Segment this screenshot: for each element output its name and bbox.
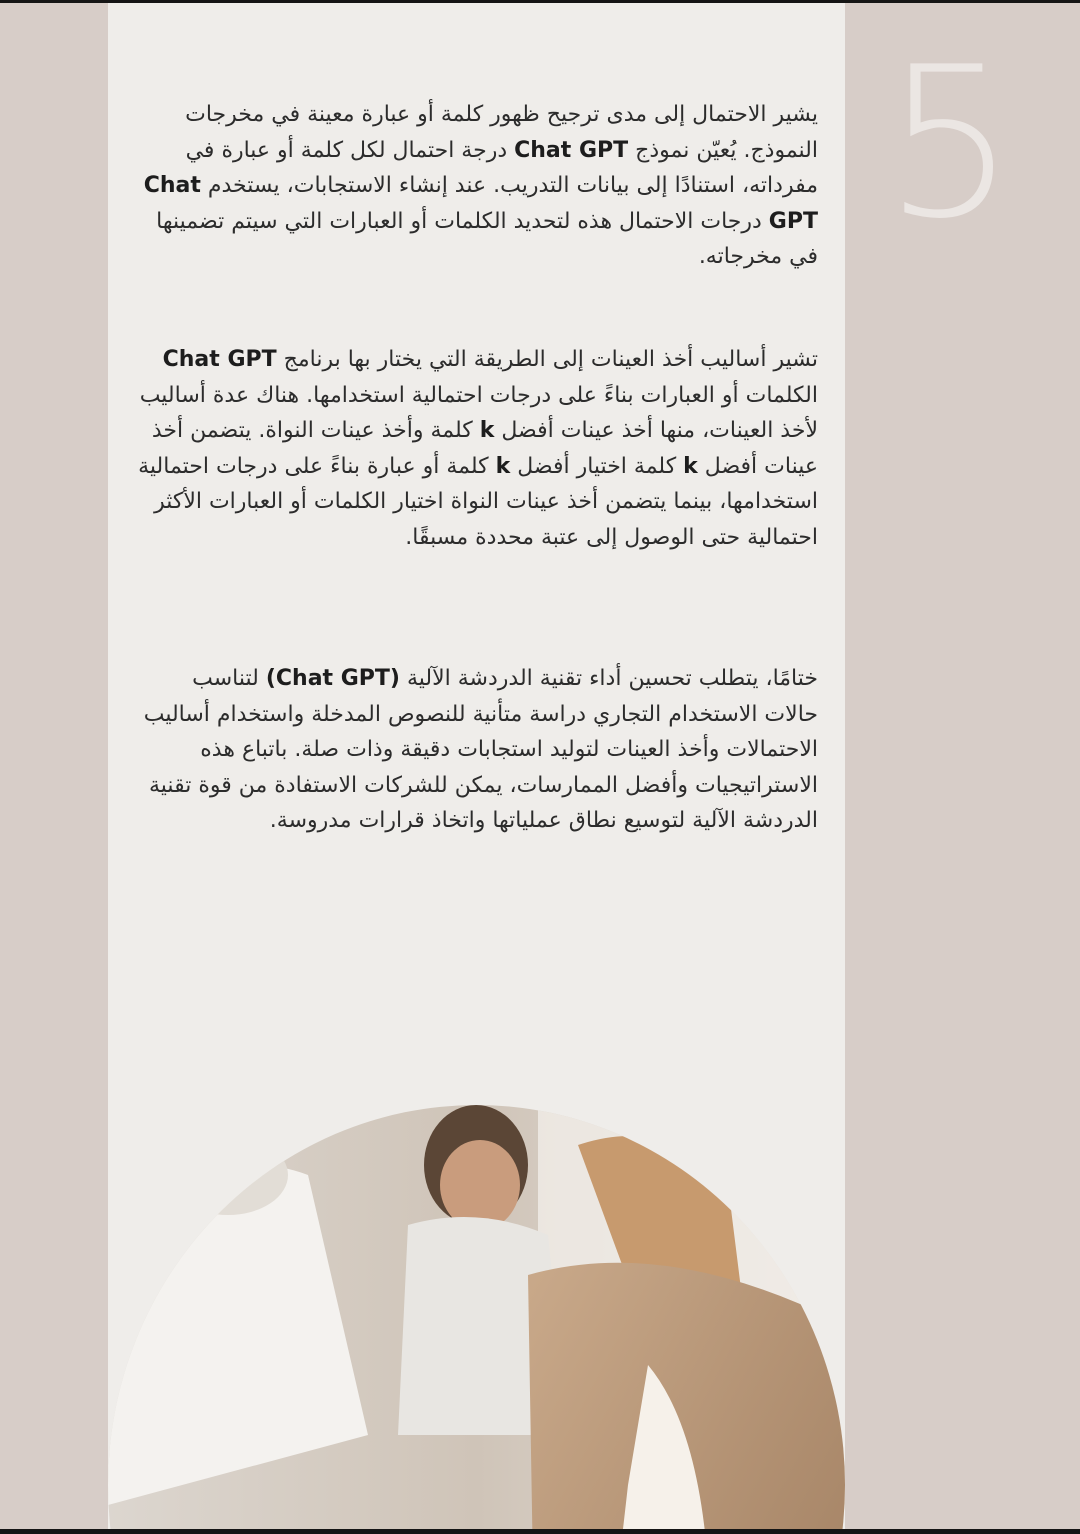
paragraph-text: تشير أساليب أخذ العينات إلى الطريقة التي يختار بها برنامج	[276, 347, 818, 372]
office-laptop-photo	[108, 1105, 845, 1529]
paragraph-probability	[138, 97, 818, 275]
bold-term: (Chat GPT)	[265, 666, 400, 691]
bold-term: Chat GPT	[514, 137, 629, 163]
bottom-border	[0, 1529, 1080, 1534]
paragraph-text: درجة احتمال لكل كلمة أو عبارة في مفرداته، استنادًا إلى بيانات التدريب. عند إنشاء الاستجابات، يستخدم	[185, 137, 818, 198]
page-number: 5	[883, 23, 1017, 265]
bold-term: k	[479, 418, 495, 443]
bold-term: k	[495, 453, 511, 479]
paragraph-text: ختامًا، يتطلب تحسين أداء تقنية الدردشة الآلية	[399, 666, 818, 691]
paragraph-text: يشير الاحتمال إلى مدى ترجيح ظهور كلمة أو عبارة معينة في مخرجات النموذج. يُعيّن نموذج	[185, 102, 818, 163]
bold-term: Chat GPT	[162, 347, 277, 372]
bold-term: Chat GPT	[143, 173, 818, 234]
paragraph-text: كلمة وأخذ عينات النواة. يتضمن أخذ عينات أفضل	[151, 418, 818, 479]
bold-term: k	[683, 453, 698, 479]
paragraph-text: كلمة أو عبارة بناءً على درجات احتمالية استخدامها، بينما يتضمن أخذ عينات النواة اختيار الكلمات أو العبارات الأكثر احتمالية حتى الوصول إلى عتبة محددة مسبقًا.	[138, 453, 818, 550]
paragraph-conclusion	[138, 661, 818, 839]
paragraph-text: لتناسب حالات الاستخدام التجاري دراسة متأنية للنصوص المدخلة واستخدام أساليب الاحتمالات وأخذ العينات لتوليد استجابات دقيقة وذات صلة. باتباع هذه الاستراتيجيات وأفضل الممارسات، يمكن للشركات الاستفادة من قوة تقنية الدردشة الآلية لتوسيع نطاق عملياتها واتخاذ قرارات مدروسة.	[143, 666, 818, 833]
paragraph-text: درجات الاحتمال هذه لتحديد الكلمات أو العبارات التي سيتم تضمينها في مخرجاته.	[156, 208, 818, 269]
paragraph-sampling	[138, 342, 818, 555]
paragraph-text: الكلمات أو العبارات بناءً على درجات احتمالية استخدامها. هناك عدة أساليب لأخذ العينات، منها أخذ عينات أفضل	[139, 382, 818, 443]
paragraph-text: كلمة اختيار أفضل	[510, 453, 684, 479]
